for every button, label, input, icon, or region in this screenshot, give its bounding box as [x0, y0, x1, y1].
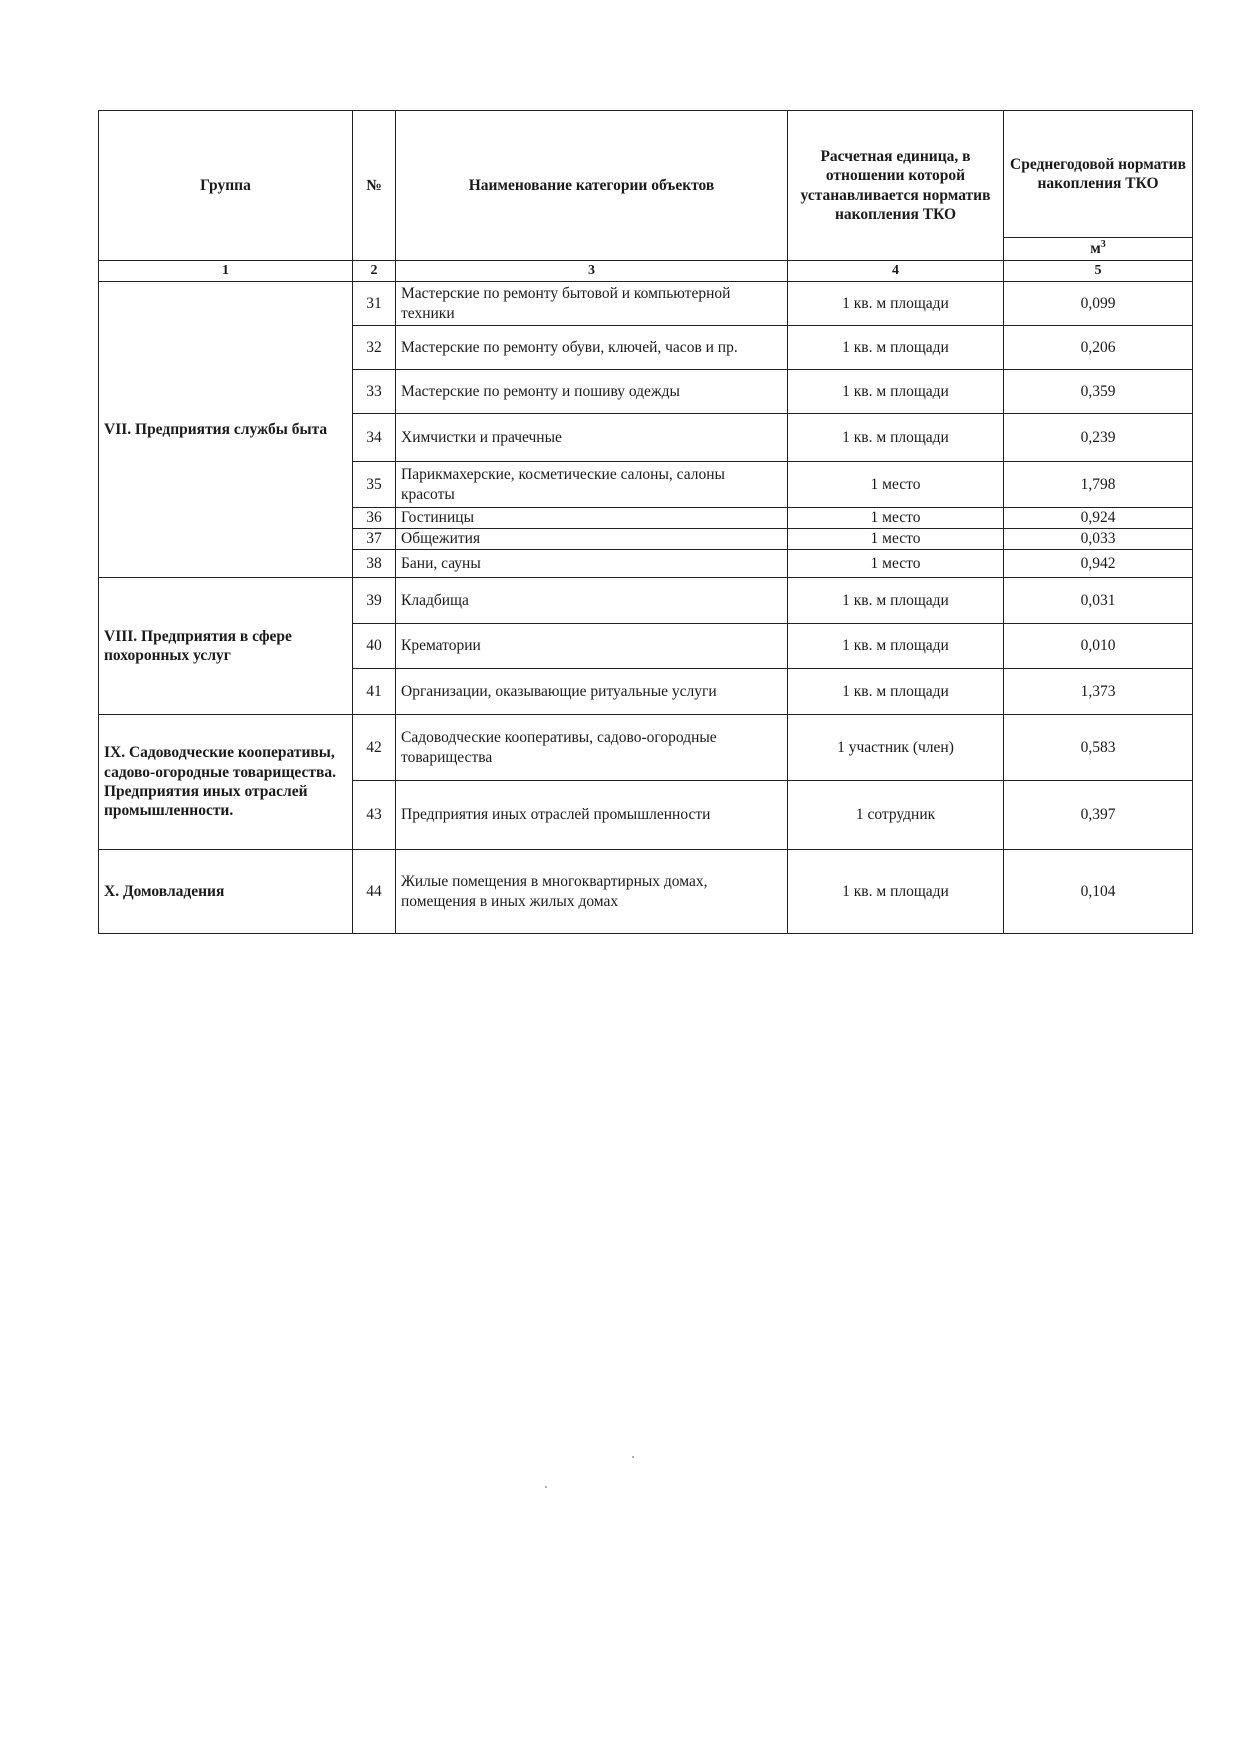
calculation-unit: 1 место	[788, 529, 1004, 550]
row-number: 39	[353, 578, 396, 624]
calculation-unit: 1 место	[788, 462, 1004, 508]
calculation-unit: 1 кв. м площади	[788, 370, 1004, 414]
category-name: Мастерские по ремонту обуви, ключей, часов и пр.	[396, 326, 788, 370]
row-number: 43	[353, 781, 396, 850]
row-number: 34	[353, 414, 396, 462]
norm-value: 0,239	[1004, 414, 1193, 462]
category-name: Мастерские по ремонту бытовой и компьютерной техники	[396, 282, 788, 326]
category-name: Организации, оказывающие ритуальные услуги	[396, 669, 788, 715]
scan-speck	[545, 1486, 547, 1488]
calculation-unit: 1 кв. м площади	[788, 578, 1004, 624]
row-number: 36	[353, 508, 396, 529]
row-number: 31	[353, 282, 396, 326]
scan-speck	[632, 1456, 634, 1458]
norm-value: 0,031	[1004, 578, 1193, 624]
unit-exponent: 3	[1100, 239, 1106, 251]
norm-value: 0,359	[1004, 370, 1193, 414]
category-name: Парикмахерские, косметические салоны, салоны красоты	[396, 462, 788, 508]
row-number: 33	[353, 370, 396, 414]
norm-value: 0,942	[1004, 550, 1193, 578]
row-number: 41	[353, 669, 396, 715]
header-number: №	[353, 111, 396, 261]
calculation-unit: 1 кв. м площади	[788, 669, 1004, 715]
table-row	[99, 715, 1193, 781]
category-name: Крематории	[396, 624, 788, 669]
norm-value: 0,104	[1004, 850, 1193, 934]
header-group: Группа	[99, 111, 353, 261]
table-row	[99, 850, 1193, 934]
table-row	[99, 578, 1193, 624]
column-number: 5	[1004, 261, 1193, 282]
column-number: 3	[396, 261, 788, 282]
calculation-unit: 1 участник (член)	[788, 715, 1004, 781]
calculation-unit: 1 кв. м площади	[788, 850, 1004, 934]
norm-value: 0,033	[1004, 529, 1193, 550]
header-category-name: Наименование категории объектов	[396, 111, 788, 261]
category-name: Химчистки и прачечные	[396, 414, 788, 462]
category-name: Общежития	[396, 529, 788, 550]
header-norm: Среднегодовой норматив накопления ТКО	[1004, 111, 1193, 238]
table-row	[99, 282, 1193, 326]
calculation-unit: 1 место	[788, 508, 1004, 529]
header-calculation-unit: Расчетная единица, в отношении которой устанавливается норматив накопления ТКО	[788, 111, 1004, 261]
norm-value: 0,099	[1004, 282, 1193, 326]
calculation-unit: 1 сотрудник	[788, 781, 1004, 850]
group-cell-vii: VII. Предприятия службы быта	[99, 282, 353, 578]
waste-norms-table	[98, 110, 1193, 934]
row-number: 37	[353, 529, 396, 550]
group-cell-viii: VIII. Предприятия в сфере похоронных услуг	[99, 578, 353, 715]
calculation-unit: 1 кв. м площади	[788, 282, 1004, 326]
row-number: 44	[353, 850, 396, 934]
category-name: Жилые помещения в многоквартирных домах, помещения в иных жилых домах	[396, 850, 788, 934]
row-number: 35	[353, 462, 396, 508]
calculation-unit: 1 место	[788, 550, 1004, 578]
unit-base: м	[1090, 240, 1101, 258]
group-cell-ix: IX. Садоводческие кооперативы, садово-огородные товарищества. Предприятия иных отраслей промышленности.	[99, 715, 353, 850]
calculation-unit: 1 кв. м площади	[788, 414, 1004, 462]
row-number: 40	[353, 624, 396, 669]
row-number: 32	[353, 326, 396, 370]
group-cell-x: X. Домовладения	[99, 850, 353, 934]
column-number: 2	[353, 261, 396, 282]
row-number: 42	[353, 715, 396, 781]
norm-value: 0,397	[1004, 781, 1193, 850]
norm-value: 0,206	[1004, 326, 1193, 370]
norm-value: 0,924	[1004, 508, 1193, 529]
calculation-unit: 1 кв. м площади	[788, 326, 1004, 370]
category-name: Мастерские по ремонту и пошиву одежды	[396, 370, 788, 414]
category-name: Предприятия иных отраслей промышленности	[396, 781, 788, 850]
norm-value: 1,373	[1004, 669, 1193, 715]
header-norm-unit	[1004, 238, 1193, 261]
norm-value: 1,798	[1004, 462, 1193, 508]
category-name: Бани, сауны	[396, 550, 788, 578]
column-number: 1	[99, 261, 353, 282]
category-name: Кладбища	[396, 578, 788, 624]
category-name: Гостиницы	[396, 508, 788, 529]
category-name: Садоводческие кооперативы, садово-огородные товарищества	[396, 715, 788, 781]
norm-value: 0,583	[1004, 715, 1193, 781]
row-number: 38	[353, 550, 396, 578]
norm-value: 0,010	[1004, 624, 1193, 669]
calculation-unit: 1 кв. м площади	[788, 624, 1004, 669]
column-number: 4	[788, 261, 1004, 282]
column-number-row	[99, 261, 1193, 282]
